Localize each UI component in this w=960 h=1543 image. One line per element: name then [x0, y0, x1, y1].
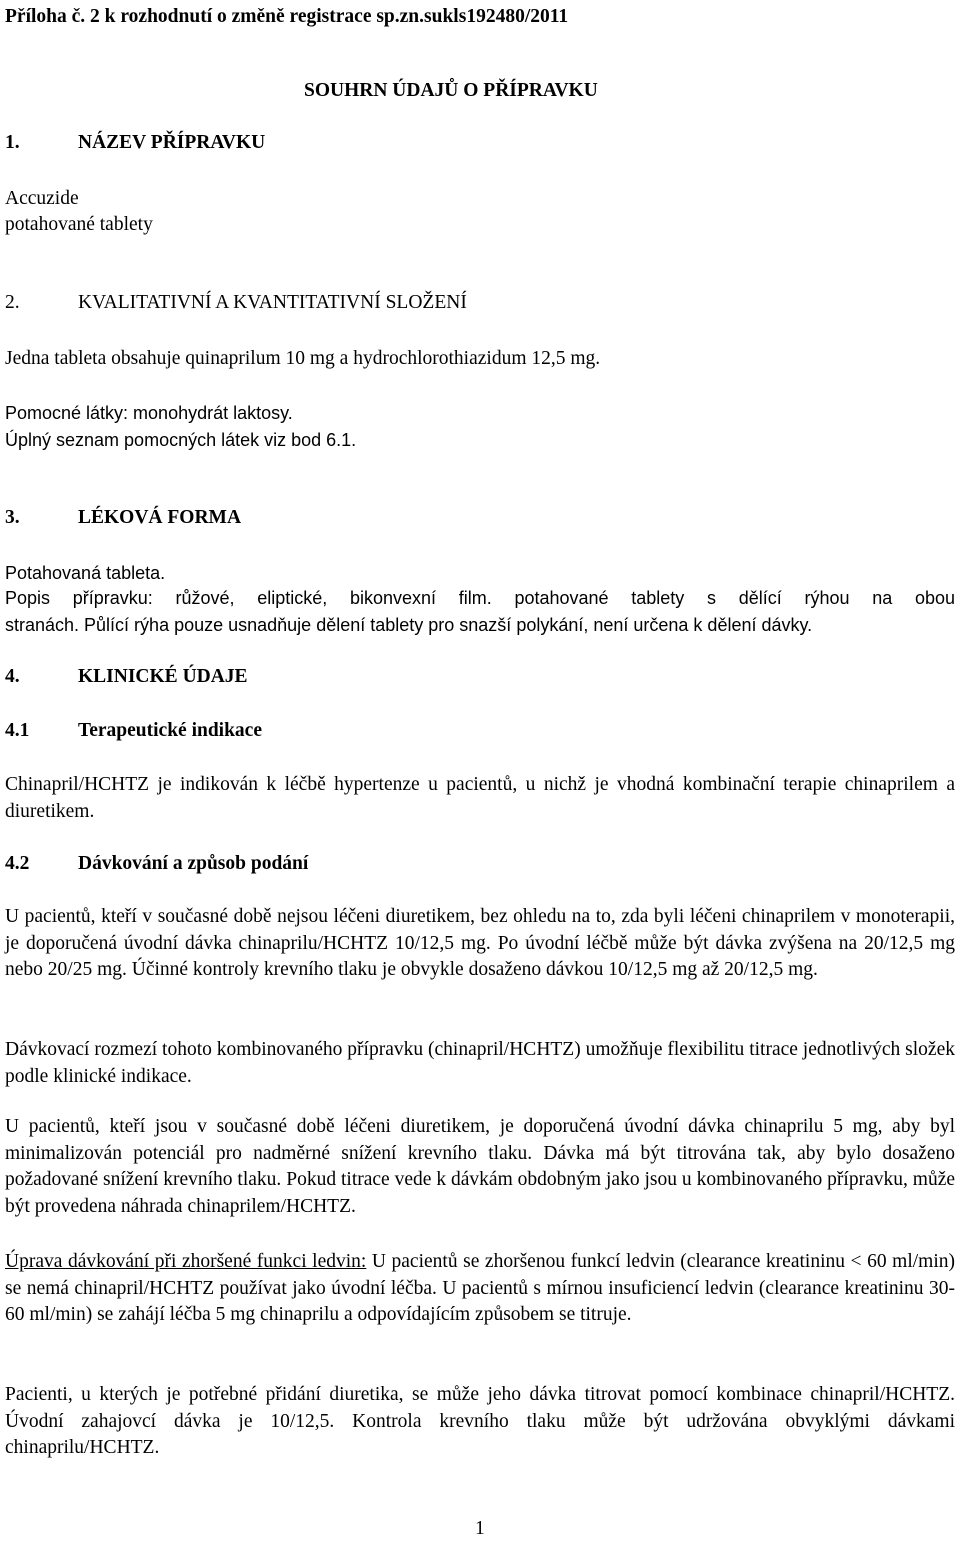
tablet-description-line-1: Popis přípravku: růžové, eliptické, bikonvexní film. potahované tablety s dělící rýhou na obou: [5, 588, 955, 608]
dosage-paragraph-5: Pacienti, u kterých je potřebné přidání diuretika, se může jeho dávka titrovat pomocí kombinace chinapril/HCHTZ. Úvodní zahajovcí dávka je 10/12,5. Kontrola krevního tlaku může být udržována obvyklými dávkami chinaprilu/HCHTZ.: [5, 1384, 955, 1458]
section-4-2-heading: [5, 851, 308, 878]
section-2-heading: [5, 290, 467, 317]
excipients-text: Pomocné látky: monohydrát laktosy.: [5, 403, 293, 423]
dosage-paragraph-3: U pacientů, kteří jsou v současné době léčeni diuretikem, je doporučená úvodní dávka chinaprilu 5 mg, aby byl minimalizován potenciál pro nadměrné snížení krevního tlaku. Dávka má být titrována tak, aby bylo dosaženo požadované snížení krevního tlaku. Pokud titrace vede k dávkám obdobným jako jsou u kombinovaného přípravku, může být provedena náhrada chinaprilem/HCHTZ.: [5, 1116, 955, 1217]
section-4-2-title: Dávkování a způsob podání: [78, 853, 309, 874]
product-name: Accuzide: [5, 188, 79, 209]
renal-impairment-label: Úprava dávkování při zhoršené funkci ledvin:: [5, 1251, 367, 1272]
dosage-paragraph-2: Dávkovací rozmezí tohoto kombinovaného přípravku (chinapril/HCHTZ) umožňuje flexibilitu titrace jednotlivých složek podle klinické indikace.: [5, 1039, 955, 1087]
composition-text: Jedna tableta obsahuje quinaprilum 10 mg a hydrochlorothiazidum 12,5 mg.: [5, 348, 601, 369]
attachment-header: Příloha č. 2 k rozhodnutí o změně registrace sp.zn.sukls192480/2011: [5, 6, 569, 27]
section-4-2-number: 4.2: [5, 853, 30, 874]
section-1-number: 1.: [5, 132, 20, 153]
dosage-paragraph-1: U pacientů, kteří v současné době nejsou léčeni diuretikem, bez ohledu na to, zda byli léčeni chinaprilem v monoterapii, je doporučená úvodní dávka chinaprilu/HCHTZ 10/12,5 mg. Po úvodní léčbě může být dávka zvýšena na 20/12,5 mg nebo 20/25 mg. Účinné kontroly krevního tlaku je obvykle dosaženo dávkou 10/12,5 mg až 20/12,5 mg.: [5, 906, 955, 980]
renal-impairment-text: U pacientů se zhoršenou funkcí ledvin (clearance kreatininu < 60 ml/min) se nemá chinapril/HCHTZ používat jako úvodní léčba. U pacientů s mírnou insuficiencí ledvin (clearance kreatininu 30-60 ml/min) se zahájí léčba 5 mg chinaprilu a odpovídajícím způsobem se titruje.: [5, 1251, 955, 1325]
section-4-1-title: Terapeutické indikace: [78, 720, 262, 741]
product-form: potahované tablety: [5, 214, 153, 235]
section-3-heading: [5, 505, 241, 532]
section-4-1-heading: [5, 718, 262, 745]
section-2-title: KVALITATIVNÍ A KVANTITATIVNÍ SLOŽENÍ: [78, 292, 467, 313]
section-3-title: LÉKOVÁ FORMA: [78, 507, 242, 528]
section-4-title: KLINICKÉ ÚDAJE: [78, 666, 248, 687]
pharmaceutical-form: Potahovaná tableta.: [5, 563, 166, 583]
section-4-heading: [5, 664, 248, 691]
renal-impairment-paragraph: [5, 1249, 955, 1329]
section-1-heading: [5, 130, 265, 157]
excipients-reference: Úplný seznam pomocných látek viz bod 6.1.: [5, 430, 357, 450]
page-number: 1: [475, 1518, 485, 1539]
section-4-1-number: 4.1: [5, 720, 30, 741]
section-2-number: 2.: [5, 292, 20, 313]
section-3-number: 3.: [5, 507, 20, 528]
section-1-title: NÁZEV PŘÍPRAVKU: [78, 132, 266, 153]
section-4-number: 4.: [5, 666, 20, 687]
document-title: SOUHRN ÚDAJŮ O PŘÍPRAVKU: [304, 80, 598, 101]
tablet-description-line-2: stranách. Půlící rýha pouze usnadňuje dělení tablety pro snazší polykání, není určena k dělení dávky.: [5, 615, 813, 635]
indications-text: Chinapril/HCHTZ je indikován k léčbě hypertenze u pacientů, u nichž je vhodná kombinační terapie chinaprilem a diuretikem.: [5, 774, 955, 822]
